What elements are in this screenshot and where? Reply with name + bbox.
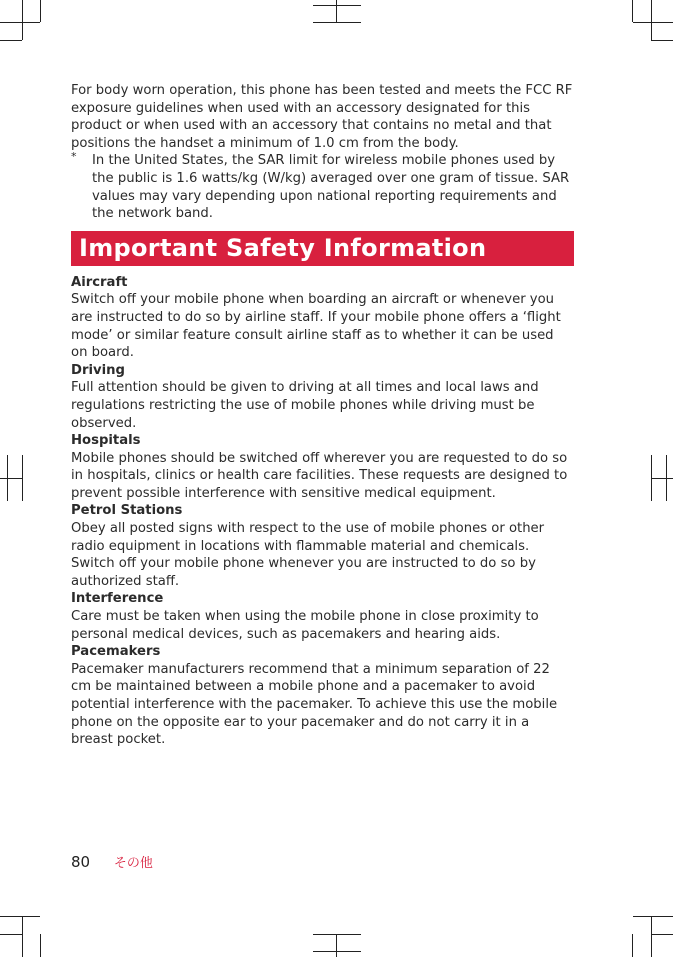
safety-section-interference xyxy=(71,590,574,643)
crop-mark xyxy=(633,22,673,23)
section-heading: Petrol Stations xyxy=(71,503,183,519)
crop-mark xyxy=(632,0,633,22)
crop-mark xyxy=(633,916,673,917)
crop-mark xyxy=(651,0,652,40)
crop-mark xyxy=(336,934,337,957)
crop-mark xyxy=(632,934,633,957)
crop-mark xyxy=(7,455,8,501)
crop-mark xyxy=(313,934,361,935)
safety-section-petrol-stations xyxy=(71,502,574,590)
page-footer xyxy=(71,852,153,874)
safety-section-pacemakers xyxy=(71,643,574,749)
safety-section-aircraft xyxy=(71,274,574,362)
section-heading: Hospitals xyxy=(71,433,141,449)
footnote-text: In the United States, the SAR limit for wireless mobile phones used by the public is 1.6 watts/kg (W/kg) averaged over one gram of tissue. SAR values may vary depending upon national reporting requirements and the network band. xyxy=(92,153,570,222)
section-body: Pacemaker manufacturers recommend that a minimum separation of 22 cm be maintained between a mobile phone and a pacemaker to avoid potential interference with the pacemaker. To achieve this use the mobile phone on the opposite ear to your pacemaker and do not carry it in a breast pocket. xyxy=(71,661,558,748)
footnote xyxy=(71,152,574,222)
section-body: Mobile phones should be switched off wherever you are requested to do so in hospitals, clinics or health care facilities. These requests are designed to prevent possible interference with sensitive medical equipment. xyxy=(71,450,568,501)
crop-mark xyxy=(651,40,673,41)
section-body: Switch off your mobile phone when boarding an aircraft or whenever you are instructed to do so by airline staff. If your mobile phone offers a ‘flight mode’ or similar feature consult airline staff as to whether it can be used on board. xyxy=(71,292,561,361)
crop-mark xyxy=(40,934,41,957)
footnote-marker: * xyxy=(71,150,77,164)
crop-mark xyxy=(0,916,40,917)
crop-mark xyxy=(40,0,41,22)
section-body: Care must be taken when using the mobile phone in close proximity to personal medical devices, such as pacemakers and hearing aids. xyxy=(71,609,539,642)
crop-mark xyxy=(0,22,40,23)
crop-mark xyxy=(0,40,22,41)
safety-section-hospitals xyxy=(71,432,574,502)
crop-mark xyxy=(336,0,337,22)
crop-mark xyxy=(313,22,361,23)
section-heading: Interference xyxy=(71,591,164,607)
crop-mark xyxy=(0,478,22,479)
crop-mark xyxy=(651,934,673,935)
page-content xyxy=(71,82,574,749)
intro-paragraph: For body worn operation, this phone has been tested and meets the FCC RF exposure guidelines when used with an accessory designated for this product or when used with an accessory that contains no metal and that positions the handset a minimum of 1.0 cm from the body. xyxy=(71,83,573,151)
crop-mark xyxy=(22,455,23,501)
section-body: Obey all posted signs with respect to the use of mobile phones or other radio equipment in locations with flammable material and chemicals. Switch off your mobile phone whenever you are instructed to do so by authorized staff. xyxy=(71,521,545,589)
section-body: Full attention should be given to driving at all times and local laws and regulations restricting the use of mobile phones while driving must be observed. xyxy=(71,380,539,431)
section-heading: Aircraft xyxy=(71,274,128,290)
crop-mark xyxy=(22,916,23,957)
section-heading: Pacemakers xyxy=(71,644,161,660)
crop-mark xyxy=(22,0,23,40)
crop-mark xyxy=(0,934,22,935)
section-heading: Driving xyxy=(71,362,125,378)
footer-section-label: その他 xyxy=(113,856,153,871)
crop-mark xyxy=(666,455,667,501)
safety-section-driving xyxy=(71,362,574,432)
crop-mark xyxy=(313,951,361,952)
section-banner: Important Safety Information xyxy=(71,231,574,266)
page-number: 80 xyxy=(71,853,91,871)
crop-mark xyxy=(651,455,652,501)
crop-mark xyxy=(651,478,673,479)
crop-mark xyxy=(313,5,361,6)
crop-mark xyxy=(651,916,652,957)
